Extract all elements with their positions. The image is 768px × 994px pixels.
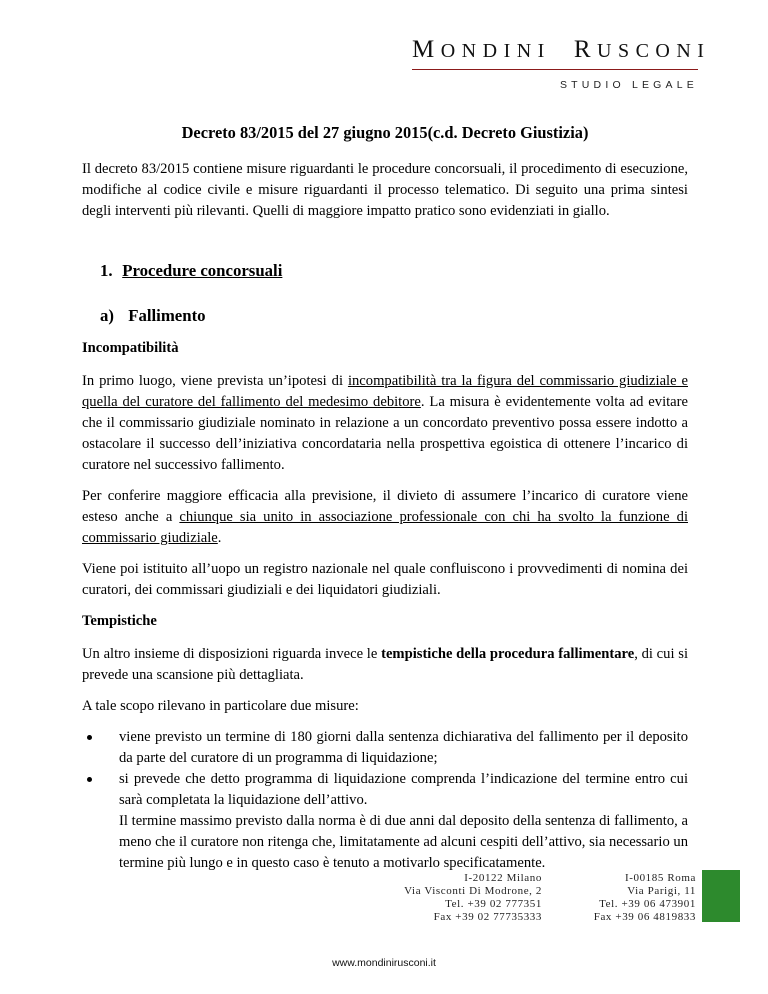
subsection-label: Fallimento bbox=[128, 306, 206, 325]
firm-name-part-1: ONDINI bbox=[440, 40, 551, 62]
letterhead-rule bbox=[412, 69, 698, 70]
firm-name-initial-r: R bbox=[573, 36, 598, 63]
list-item-text: si prevede che detto programma di liquidazione comprenda l’indicazione del termine entro cui sarà completata la liquidazione dell’attivo. bbox=[119, 771, 688, 808]
underlined-text: chiunque sia unito in associazione professionale con chi ha svolto la funzione di commissario giudiziale bbox=[82, 509, 688, 546]
footer-address-roma bbox=[556, 872, 696, 924]
milano-phone: Tel. +39 02 777351 bbox=[445, 898, 542, 910]
roma-street: Via Parigi, 11 bbox=[627, 885, 696, 897]
measures-list bbox=[82, 727, 688, 811]
subsection-heading-fallimento bbox=[100, 305, 688, 326]
document-body bbox=[82, 116, 688, 874]
milano-street: Via Visconti Di Modrone, 2 bbox=[404, 885, 542, 897]
section-number: 1. bbox=[100, 261, 113, 280]
roma-phone: Tel. +39 06 473901 bbox=[599, 898, 696, 910]
list-item bbox=[82, 769, 688, 811]
incompat-paragraph-1 bbox=[82, 371, 688, 476]
heading-tempistiche: Tempistiche bbox=[82, 613, 157, 629]
bullet-icon bbox=[87, 735, 92, 740]
bullet-icon bbox=[87, 777, 92, 782]
firm-subtitle: STUDIO LEGALE bbox=[559, 79, 698, 91]
intro-paragraph: Il decreto 83/2015 contiene misure riguardanti le procedure concorsuali, il procedimento di esecuzione, modifiche al codice civile e misure riguardanti il processo telematico. Di seguito una prima sintesi degli interventi più rilevanti. Quelli di maggiore impatto pratico sono evidenziati in giallo. bbox=[82, 161, 688, 219]
footer-address-milano bbox=[376, 872, 542, 924]
document-title: Decreto 83/2015 del 27 giugno 2015(c.d. Decreto Giustizia) bbox=[181, 123, 589, 142]
firm-name-initial-m: M bbox=[412, 36, 441, 63]
section-heading-procedure-concorsuali bbox=[100, 260, 688, 281]
list-item bbox=[82, 727, 688, 769]
text-run: , di cui si prevede una scansione più dettagliata. bbox=[82, 646, 688, 683]
underlined-text: incompatibilità tra la figura del commissario giudiziale e quella del curatore del fallimento del medesimo debitore bbox=[82, 373, 688, 410]
text-run: In primo luogo, viene prevista un’ipotesi di bbox=[82, 373, 348, 389]
roma-fax: Fax +39 06 4819833 bbox=[593, 911, 696, 923]
tempistiche-paragraph-2: A tale scopo rilevano in particolare due misure: bbox=[82, 698, 359, 714]
heading-incompatibilita: Incompatibilità bbox=[82, 340, 179, 356]
section-label: Procedure concorsuali bbox=[122, 261, 283, 280]
bold-text: tempistiche della procedura fallimentare bbox=[381, 646, 635, 662]
milano-fax: Fax +39 02 77735333 bbox=[433, 911, 542, 923]
incompat-paragraph-3: Viene poi istituito all’uopo un registro nazionale nel quale confluiscono i provvedimenti di nomina dei curatori, dei commissari giudiziali e dei liquidatori giudiziali. bbox=[82, 561, 688, 598]
text-run: . La misura è evidentemente volta ad evitare che il commissario giudiziale nominato in relazione a un concordato preventivo possa essere indotto a ostacolare il successo dell’iniziativa concordataria nella prospettiva egoistica di ottenere l’incarico di curatore nel successivo fallimento. bbox=[82, 394, 688, 473]
letterhead bbox=[412, 36, 711, 91]
firm-name-part-2: USCONI bbox=[597, 40, 711, 62]
tempistiche-paragraph-1 bbox=[82, 644, 688, 686]
incompat-paragraph-2 bbox=[82, 486, 688, 549]
subsection-letter: a) bbox=[100, 306, 114, 325]
milano-city: I-20122 Milano bbox=[464, 872, 542, 884]
text-run: Un altro insieme di disposizioni riguarda invece le bbox=[82, 646, 382, 662]
list-continuation: Il termine massimo previsto dalla norma è di due anni dal deposito della sentenza di fallimento, a meno che il curatore non ritenga che, limitatamente ad alcuni cespiti dell’attivo, sia necessario un termine più lungo e in questo caso è tenuto a motivarlo specificatamente. bbox=[119, 813, 688, 871]
list-item-text: viene previsto un termine di 180 giorni dalla sentenza dichiarativa del fallimento per il deposito da parte del curatore di un programma di liquidazione; bbox=[119, 729, 688, 766]
text-run: Per conferire maggiore efficacia alla previsione, il divieto di assumere l’incarico di curatore viene esteso anche a bbox=[82, 488, 688, 525]
brand-square-icon bbox=[702, 870, 740, 922]
text-run: . bbox=[217, 530, 222, 546]
roma-city: I-00185 Roma bbox=[624, 872, 696, 884]
website-link[interactable]: www.mondinirusconi.it bbox=[332, 957, 436, 969]
firm-name bbox=[412, 36, 711, 64]
